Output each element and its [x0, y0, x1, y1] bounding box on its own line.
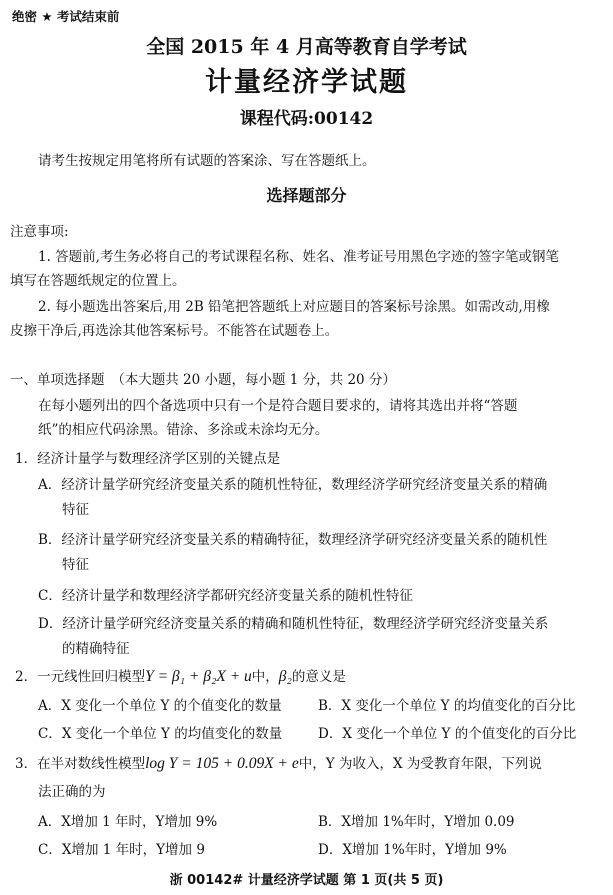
question-3-option-b: B．X增加 1%年时，Y增加 0.09 [318, 814, 515, 830]
question-1-option-d: D．经济计量学研究经济变量关系的精确和随机性特征，数理经济学研究经济变量关系 [38, 616, 549, 632]
question-3-model-formula: log Y = 105 + 0.09X + e [145, 755, 299, 772]
question-2-option-d: D．X 变化一个单位 Y 的个值变化的百分比 [318, 726, 577, 742]
question-1-option-b: B．经济计量学研究经济变量关系的精确特征，数理经济学研究经济变量关系的随机性 [38, 532, 548, 548]
secret-label: 绝密 ★ 考试结束前 [12, 9, 120, 24]
question-1-option-a-cont: 特征 [62, 502, 89, 518]
question-2-stem [15, 665, 346, 686]
question-2-parameter: β₂ [278, 668, 292, 685]
page-footer: 浙 00142# 计量经济学试题 第 1 页(共 5 页) [169, 873, 444, 888]
question-2-option-b: B．X 变化一个单位 Y 的均值变化的百分比 [318, 698, 576, 714]
question-1-option-d-cont: 的精确特征 [62, 641, 130, 657]
question-2-stem-suffix: 的意义是 [291, 669, 346, 685]
question-3-stem-cont: 法正确的为 [38, 784, 106, 800]
note-line: 填写在答题纸规定的位置上。 [10, 273, 186, 289]
note-line: 皮擦干净后,再选涂其他答案标号。不能答在试题卷上。 [10, 323, 339, 339]
question-1-option-c: C．经济计量学和数理经济学都研究经济变量关系的随机性特征 [38, 588, 413, 604]
question-2-model-formula: Y = β₁ + β₂X + u [145, 668, 252, 685]
question-3-option-c: C．X增加 1 年时，Y增加 9 [38, 842, 205, 858]
question-2-stem-mid: 中， [251, 669, 279, 685]
question-2-option-c: C．X 变化一个单位 Y 的均值变化的数量 [38, 726, 283, 742]
answer-instruction: 请考生按规定用笔将所有试题的答案涂、写在答题纸上。 [38, 153, 376, 169]
note-line: 1. 答题前,考生务必将自己的考试课程名称、姓名、准考证号用黑色字迹的签字笔或钢笔 [38, 249, 559, 265]
question-2-option-a: A．X 变化一个单位 Y 的个值变化的数量 [38, 698, 282, 714]
question-3-stem-suffix: 中，Y 为收入，X 为受教育年限，下列说 [298, 756, 542, 772]
part-description: 纸”的相应代码涂黑。错涂、多涂或未涂均无分。 [38, 422, 329, 438]
note-line: 2. 每小题选出答案后,用 2B 铅笔把答题纸上对应题目的答案标号涂黑。如需改动,用橡 [38, 299, 550, 315]
question-3-option-d: D．X增加 1%年时，Y增加 9% [318, 842, 507, 858]
page-title: 计量经济学试题 [205, 67, 408, 98]
question-1-option-a: A．经济计量学研究经济变量关系的随机性特征，数理经济学研究经济变量关系的精确 [38, 477, 548, 493]
question-3-stem-prefix: 3．在半对数线性模型 [15, 756, 146, 772]
question-2-stem-prefix: 2．一元线性回归模型 [15, 669, 146, 685]
part-heading: 一、单项选择题 （本大题共 20 小题，每小题 1 分，共 20 分） [10, 372, 396, 388]
question-1-option-b-cont: 特征 [62, 557, 89, 573]
question-1-stem: 1．经济计量学与数理经济学区别的关键点是 [15, 451, 281, 467]
question-3-option-a: A．X增加 1 年时，Y增加 9% [38, 814, 218, 830]
part-description: 在每小题列出的四个备选项中只有一个是符合题目要求的，请将其选出并将“答题 [38, 398, 518, 414]
question-3-stem [15, 752, 542, 773]
notes-title: 注意事项: [10, 224, 69, 240]
section-title: 选择题部分 [266, 186, 347, 205]
exam-line: 全国 2015 年 4 月高等教育自学考试 [146, 36, 467, 58]
course-code: 课程代码:00142 [239, 109, 374, 129]
